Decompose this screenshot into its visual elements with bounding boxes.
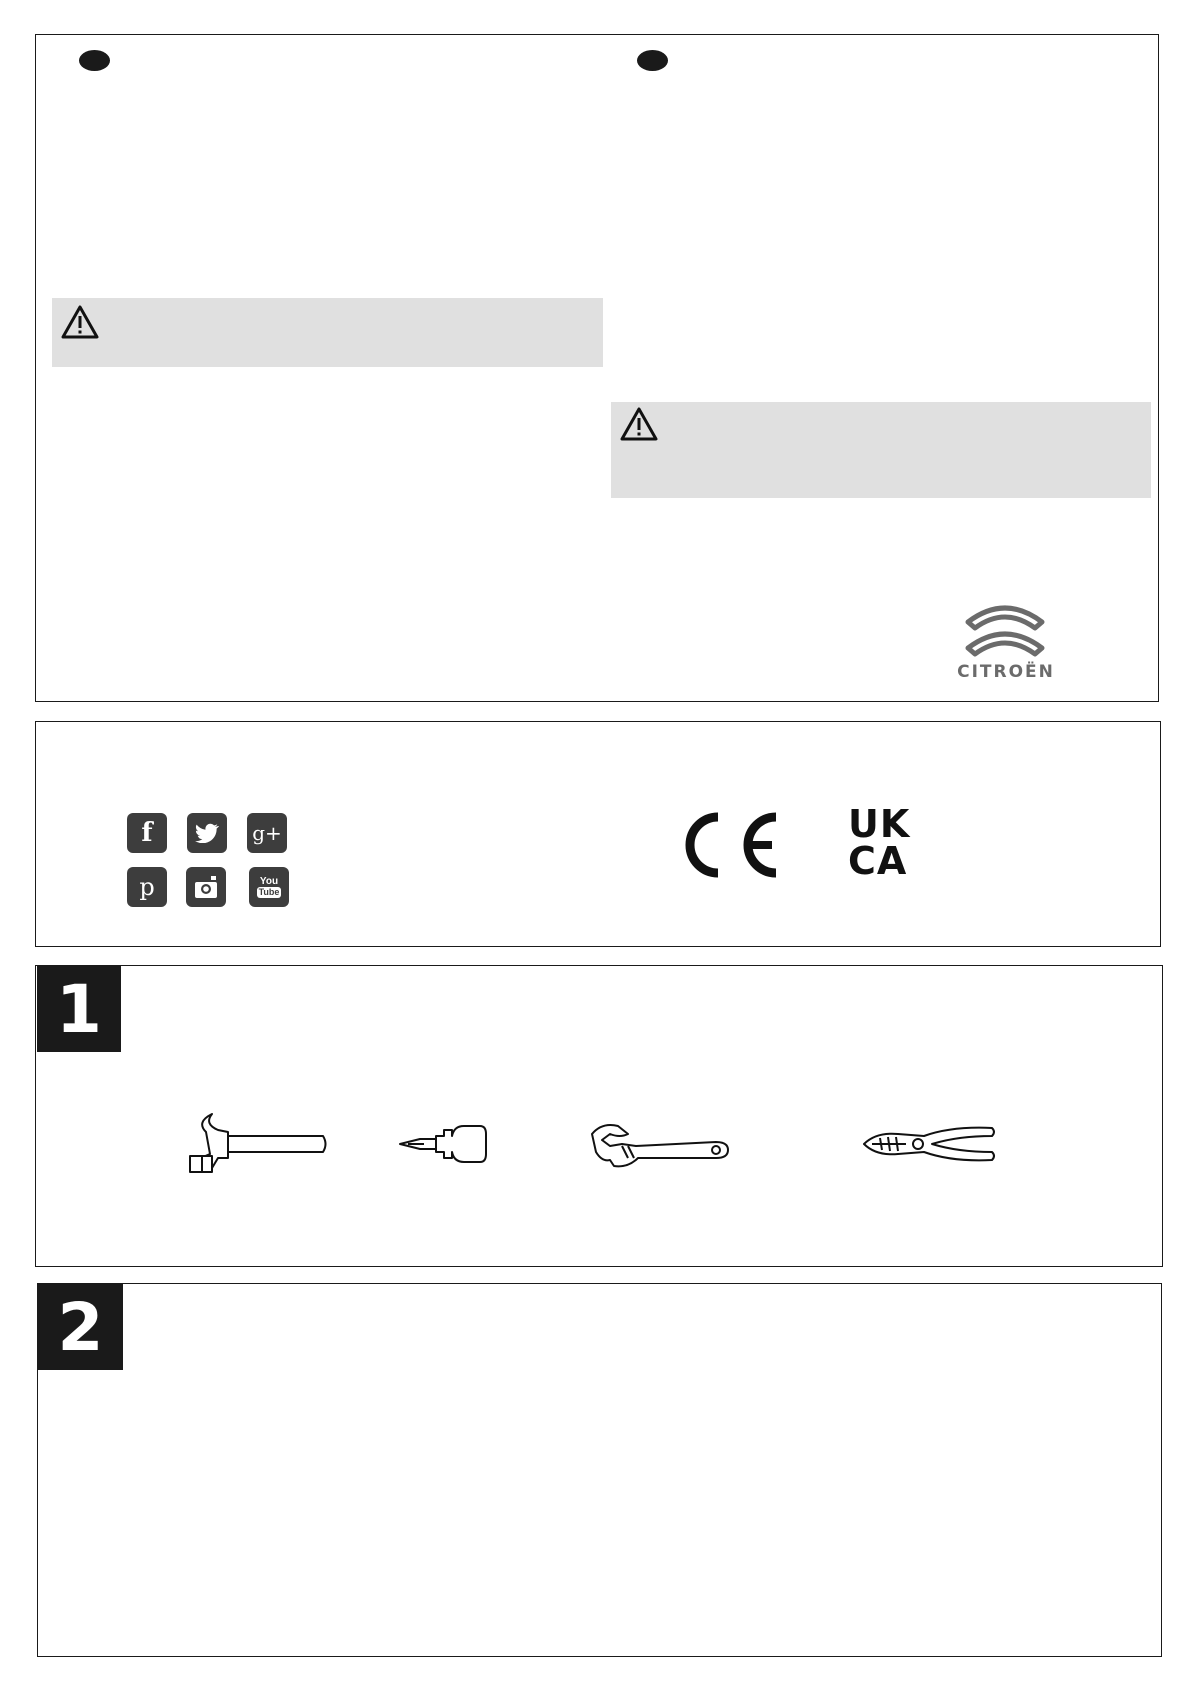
pliers-icon <box>862 1122 998 1166</box>
brand-wordmark: CITROËN <box>957 662 1055 682</box>
step-2-panel <box>37 1283 1162 1657</box>
citroen-logo <box>935 590 1075 686</box>
ukca-mark-line2: CA <box>848 839 908 883</box>
twitter-icon[interactable] <box>187 813 227 853</box>
language-marker-right <box>637 50 668 71</box>
ukca-mark-line1: UK <box>848 802 911 846</box>
warning-triangle-icon <box>60 304 100 340</box>
warning-box-right <box>611 402 1151 498</box>
double-chevron-icon <box>935 590 1075 662</box>
screwdriver-icon <box>398 1122 488 1166</box>
step-1-number: 1 <box>37 966 121 1052</box>
language-marker-left <box>79 50 110 71</box>
ce-mark-icon <box>680 812 780 878</box>
hammer-icon <box>188 1110 330 1178</box>
pinterest-icon[interactable]: p <box>127 867 167 907</box>
google-plus-icon[interactable]: g+ <box>247 813 287 853</box>
warning-box-left <box>52 298 603 367</box>
instagram-icon[interactable] <box>186 867 226 907</box>
step-2-number: 2 <box>38 1284 123 1370</box>
youtube-icon[interactable]: You Tube <box>249 867 289 907</box>
wrench-icon <box>588 1120 730 1172</box>
warning-triangle-icon <box>619 406 659 442</box>
ukca-mark <box>848 802 922 883</box>
facebook-icon[interactable]: f <box>127 813 167 853</box>
ce-mark <box>680 812 780 878</box>
